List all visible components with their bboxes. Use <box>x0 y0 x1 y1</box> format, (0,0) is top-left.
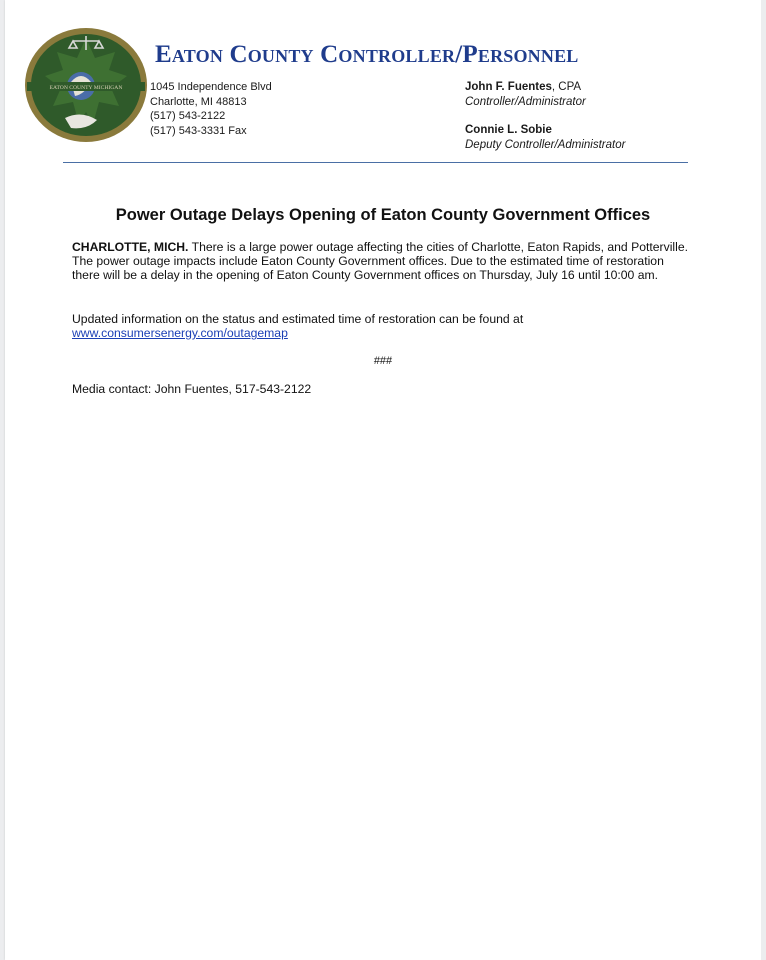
fax-number: (517) 543-3331 Fax <box>150 124 247 137</box>
release-paragraph-2 <box>72 312 692 340</box>
deputy-role: Deputy Controller/Administrator <box>465 139 626 151</box>
dateline: CHARLOTTE, MICH. <box>72 240 189 254</box>
outage-map-link[interactable]: www.consumersenergy.com/outagemap <box>72 326 288 341</box>
office-address <box>150 80 272 138</box>
end-mark: ### <box>373 355 393 367</box>
street-address: 1045 Independence Blvd <box>150 81 272 93</box>
county-seal-icon <box>23 26 149 144</box>
controller-role: Controller/Administrator <box>465 96 586 108</box>
deputy-block <box>465 123 625 153</box>
paragraph-1-text: There is a large power outage affecting the cities of Charlotte, Eaton Rapids, and Potterville. The power outage impacts include Eaton County Government offices. Due to the estimated time of restoration there will be a delay in the opening of Eaton County Government offices on Thursday, July 16 until 10:00 am. <box>72 240 688 283</box>
paragraph-2-text: Updated information on the status and estimated time of restoration can be found at <box>72 312 524 326</box>
document-page <box>5 0 761 960</box>
controller-name: John F. Fuentes <box>465 81 552 93</box>
phone-number: (517) 543-2122 <box>150 110 226 122</box>
deputy-name: Connie L. Sobie <box>465 124 552 136</box>
controller-credential: , CPA <box>551 81 582 93</box>
seal-text: EATON COUNTY MICHIGAN <box>49 85 123 91</box>
letterhead-title: Eaton County Controller/Personnel <box>155 41 579 68</box>
county-seal <box>23 26 149 144</box>
header-divider <box>63 162 688 163</box>
release-paragraph-1 <box>72 240 692 283</box>
release-headline: Power Outage Delays Opening of Eaton County Government Offices <box>115 206 651 224</box>
city-state-zip: Charlotte, MI 48813 <box>150 95 247 108</box>
media-contact: Media contact: John Fuentes, 517-543-2122 <box>72 382 312 396</box>
controller-block <box>465 80 586 110</box>
page-edge <box>761 0 766 960</box>
